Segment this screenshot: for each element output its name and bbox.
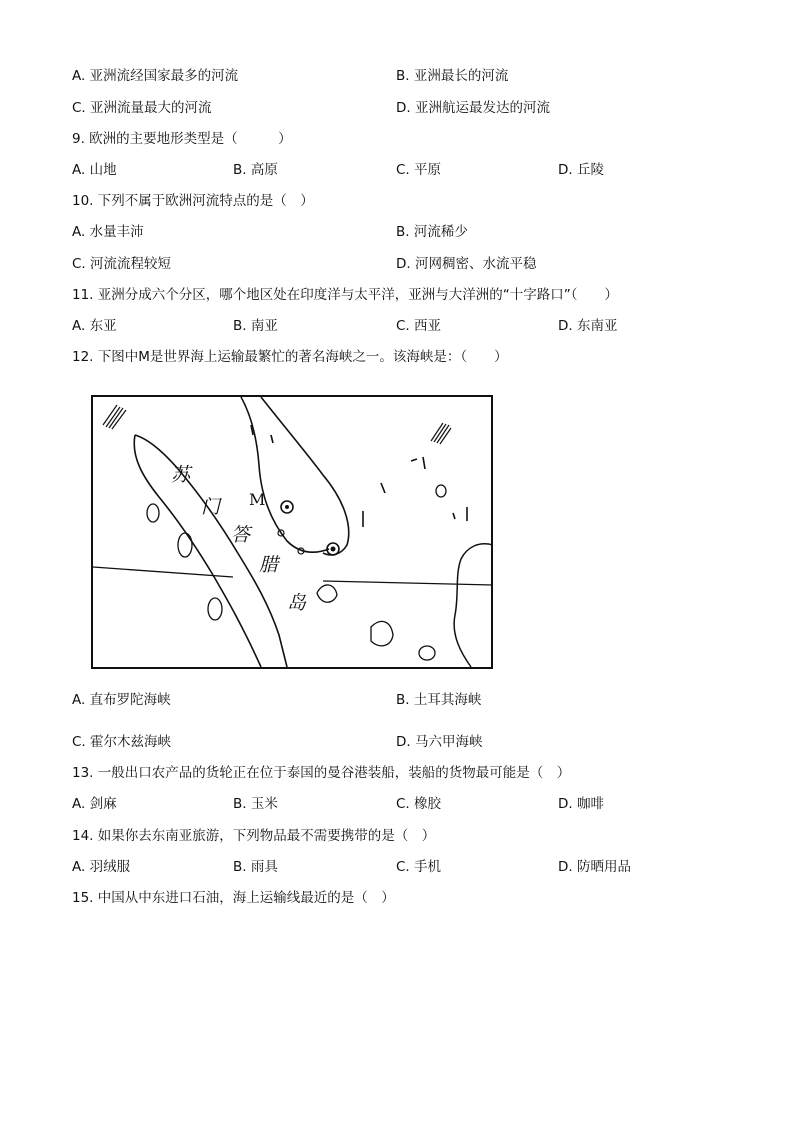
- option-letter: B.: [233, 859, 247, 875]
- option-text: 玉米: [250, 796, 278, 812]
- q14-option-d[interactable]: [558, 858, 631, 876]
- q14-option-b[interactable]: [233, 858, 278, 876]
- q13-stem: 13. 一般出口农产品的货轮正在位于泰国的曼谷港装船，装船的货物最可能是（ ）: [72, 765, 571, 781]
- q8-option-a[interactable]: [72, 67, 238, 85]
- option-letter: C.: [396, 796, 410, 812]
- option-letter: D.: [396, 100, 411, 116]
- option-letter: A.: [72, 68, 86, 84]
- q8-option-b[interactable]: [396, 67, 508, 85]
- option-text: 山地: [89, 162, 117, 178]
- option-letter: A.: [72, 796, 86, 812]
- q11-option-c[interactable]: [396, 317, 441, 335]
- option-letter: C.: [72, 100, 86, 116]
- option-letter: D.: [396, 734, 411, 750]
- option-text: 东亚: [89, 318, 117, 334]
- q12-option-a[interactable]: [72, 691, 171, 709]
- option-letter: B.: [396, 224, 410, 240]
- option-letter: A.: [72, 692, 86, 708]
- option-text: 丘陵: [576, 162, 604, 178]
- q10-stem: 10. 下列不属于欧洲河流特点的是（ ）: [72, 193, 314, 209]
- option-letter: D.: [558, 162, 573, 178]
- option-text: 土耳其海峡: [413, 692, 482, 708]
- island-label-char: 门: [201, 496, 221, 518]
- option-letter: C.: [72, 734, 86, 750]
- q9-stem: 9. 欧洲的主要地形类型是（ ）: [72, 131, 292, 147]
- option-letter: B.: [233, 796, 247, 812]
- option-letter: C.: [396, 318, 410, 334]
- option-letter: C.: [72, 256, 86, 272]
- q9-option-d[interactable]: [558, 161, 604, 179]
- option-letter: D.: [558, 318, 573, 334]
- strait-map: [91, 395, 493, 669]
- island-label-char: 岛: [287, 592, 307, 614]
- option-text: 防晒用品: [576, 859, 631, 875]
- q12-stem: 12. 下图中M是世界海上运输最繁忙的著名海峡之一。该海峡是：（ ）: [72, 349, 508, 365]
- q10-option-d[interactable]: [396, 255, 536, 273]
- q10-option-a[interactable]: [72, 223, 144, 241]
- q14-stem: 14. 如果你去东南亚旅游，下列物品最不需要携带的是（ ）: [72, 828, 436, 844]
- island-label-char: 答: [231, 524, 251, 546]
- q12-option-d[interactable]: [396, 733, 482, 751]
- q14-option-c[interactable]: [396, 858, 441, 876]
- option-letter: A.: [72, 859, 86, 875]
- option-letter: B.: [396, 692, 410, 708]
- q12-option-c[interactable]: [72, 733, 171, 751]
- q11-option-a[interactable]: [72, 317, 117, 335]
- option-text: 亚洲流量最大的河流: [90, 100, 212, 116]
- option-text: 雨具: [250, 859, 278, 875]
- option-text: 河网稠密、水流平稳: [414, 256, 537, 272]
- q10-option-c[interactable]: [72, 255, 171, 273]
- option-text: 直布罗陀海峡: [89, 692, 171, 708]
- option-letter: C.: [396, 859, 410, 875]
- q8-option-c[interactable]: [72, 99, 212, 117]
- island-label-char: 腊: [259, 554, 279, 576]
- q11-stem: 11. 亚洲分成六个分区，哪个地区处在印度洋与太平洋，亚洲与大洋洲的“十字路口”（ ）: [72, 287, 618, 303]
- q9-option-b[interactable]: [233, 161, 278, 179]
- q13-option-a[interactable]: [72, 795, 117, 813]
- option-text: 高原: [250, 162, 278, 178]
- q15-stem: 15. 中国从中东进口石油，海上运输线最近的是（ ）: [72, 890, 395, 906]
- strait-map-svg: [91, 395, 493, 669]
- option-letter: B.: [233, 318, 247, 334]
- option-letter: A.: [72, 162, 86, 178]
- q10-option-b[interactable]: [396, 223, 468, 241]
- option-text: 剑麻: [89, 796, 117, 812]
- option-text: 河流稀少: [413, 224, 468, 240]
- option-text: 水量丰沛: [89, 224, 144, 240]
- option-letter: D.: [558, 796, 573, 812]
- option-text: 咖啡: [576, 796, 604, 812]
- q9-option-a[interactable]: [72, 161, 117, 179]
- option-text: 马六甲海峡: [414, 734, 483, 750]
- option-text: 亚洲航运最发达的河流: [414, 100, 550, 116]
- q13-option-b[interactable]: [233, 795, 278, 813]
- option-text: 东南亚: [576, 318, 618, 334]
- strait-marker-m: M: [249, 490, 266, 509]
- q14-option-a[interactable]: [72, 858, 130, 876]
- option-letter: C.: [396, 162, 410, 178]
- option-letter: D.: [558, 859, 573, 875]
- option-letter: A.: [72, 224, 86, 240]
- island-label-char: 苏: [171, 464, 191, 486]
- option-text: 平原: [414, 162, 442, 178]
- q8-option-d[interactable]: [396, 99, 550, 117]
- option-text: 羽绒服: [89, 859, 131, 875]
- option-letter: B.: [396, 68, 410, 84]
- q11-option-d[interactable]: [558, 317, 617, 335]
- option-text: 亚洲流经国家最多的河流: [89, 68, 239, 84]
- option-text: 南亚: [250, 318, 278, 334]
- option-text: 手机: [414, 859, 442, 875]
- option-text: 河流流程较短: [90, 256, 172, 272]
- option-text: 亚洲最长的河流: [413, 68, 509, 84]
- option-text: 霍尔木兹海峡: [90, 734, 172, 750]
- option-letter: D.: [396, 256, 411, 272]
- option-letter: A.: [72, 318, 86, 334]
- option-letter: B.: [233, 162, 247, 178]
- q13-option-c[interactable]: [396, 795, 441, 813]
- option-text: 西亚: [414, 318, 442, 334]
- option-text: 橡胶: [414, 796, 442, 812]
- q12-option-b[interactable]: [396, 691, 481, 709]
- q13-option-d[interactable]: [558, 795, 604, 813]
- q11-option-b[interactable]: [233, 317, 278, 335]
- q9-option-c[interactable]: [396, 161, 441, 179]
